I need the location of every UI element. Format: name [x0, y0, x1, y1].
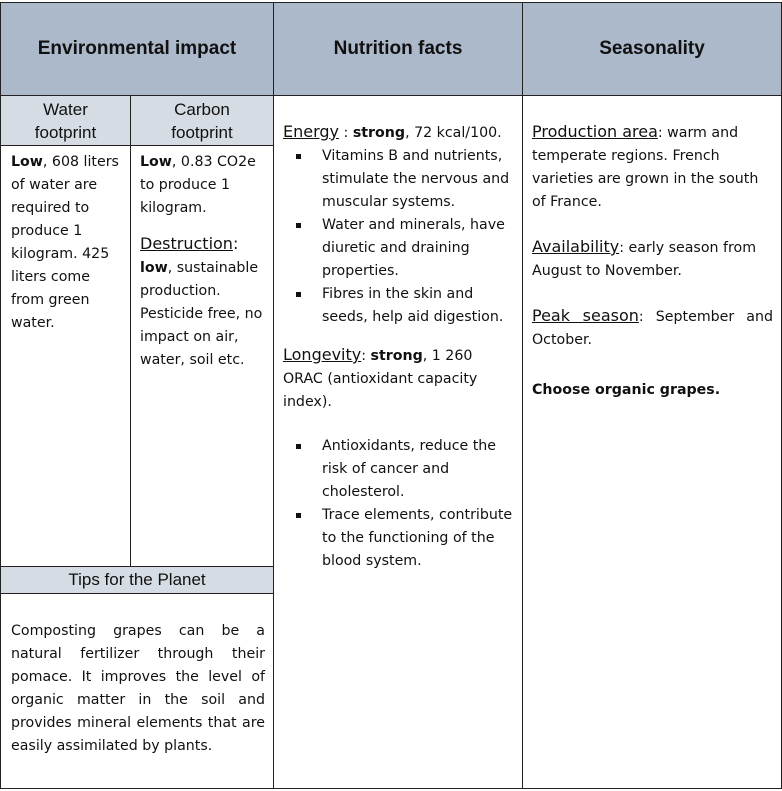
longevity-line [283, 343, 514, 414]
production-area-description: : warm and temperate regions. French varieties are grown in the south of France. [532, 125, 759, 210]
water-footprint-header [0, 95, 131, 146]
longevity-list [283, 435, 514, 573]
energy-value: , 72 kcal/100. [405, 125, 502, 141]
longevity-separator: : [361, 348, 371, 364]
seasonality-cell [522, 95, 782, 789]
destruction-level: low [140, 260, 168, 276]
square-bullet-icon [296, 154, 301, 159]
carbon-footprint-header [130, 95, 274, 146]
seasonality-header [522, 2, 782, 96]
tips-cell [0, 593, 274, 789]
water-description: , 608 liters of water are required to produce 1 kilogram. 425 liters come from green water. [11, 154, 119, 331]
longevity-label: Longevity [283, 345, 362, 364]
list-item: Antioxidants, reduce the risk of cancer and cholesterol. [283, 435, 514, 504]
water-footprint-heading-line2: footprint [34, 123, 97, 142]
longevity-level: strong [370, 348, 423, 364]
availability-text [532, 235, 773, 283]
production-area-text [532, 120, 773, 214]
availability-description: : early season from August to November. [532, 240, 757, 279]
environmental-impact-header [0, 2, 274, 96]
energy-separator: : [339, 125, 353, 141]
carbon-footprint-heading-line2: footprint [171, 123, 233, 142]
energy-list [283, 145, 514, 329]
availability-label: Availability [532, 237, 620, 256]
water-level: Low [11, 154, 43, 170]
square-bullet-icon [296, 513, 301, 518]
nutrition-facts-header [273, 2, 523, 96]
destruction-text [140, 232, 265, 372]
carbon-footprint-cell [130, 145, 274, 567]
carbon-footprint-text [140, 151, 265, 220]
energy-level: strong [352, 125, 406, 141]
longevity-value: , 1 260 ORAC (antioxidant capacity index). [283, 348, 478, 410]
destruction-colon: : [232, 234, 239, 253]
destruction-description: , sustainable production. Pesticide free, no impact on air, water, soil etc. [140, 260, 263, 368]
square-bullet-icon [296, 223, 301, 228]
energy-label: Energy [283, 122, 340, 141]
seasonality-title: Seasonality [599, 38, 705, 59]
nutrition-facts-title: Nutrition facts [333, 38, 463, 59]
peak-season-label: Peak season [532, 306, 639, 325]
carbon-description: , 0.83 CO2e to produce 1 kilogram. [140, 154, 256, 216]
tips-heading: Tips for the Planet [68, 570, 206, 589]
water-footprint-cell [0, 145, 131, 567]
list-item: Water and minerals, have diuretic and draining properties. [283, 214, 514, 283]
list-item: Fibres in the skin and seeds, help aid digestion. [283, 283, 514, 329]
list-item: Vitamins B and nutrients, stimulate the nervous and muscular systems. [283, 145, 514, 214]
energy-line [283, 120, 514, 145]
nutrition-cell [273, 95, 523, 789]
peak-season-description: : September and October. [532, 309, 773, 348]
advice-bold: Choose organic grapes. [532, 382, 721, 398]
carbon-footprint-heading-line1: Carbon [174, 100, 230, 119]
advice-text [532, 379, 773, 402]
peak-season-text [532, 304, 773, 352]
list-item: Trace elements, contribute to the functioning of the blood system. [283, 504, 514, 573]
tips-header [0, 566, 274, 594]
tips-text: Composting grapes can be a natural fertilizer through their pomace. It improves the level of organic matter in the soil and provides mineral elements that are easily assimilated by plants. [11, 623, 265, 754]
production-area-label: Production area [532, 122, 658, 141]
square-bullet-icon [296, 444, 301, 449]
water-footprint-text [11, 151, 122, 335]
water-footprint-heading-line1: Water [43, 100, 88, 119]
environmental-impact-title: Environmental impact [37, 38, 237, 59]
carbon-level: Low [140, 154, 172, 170]
square-bullet-icon [296, 292, 301, 297]
destruction-label: Destruction [140, 234, 233, 253]
